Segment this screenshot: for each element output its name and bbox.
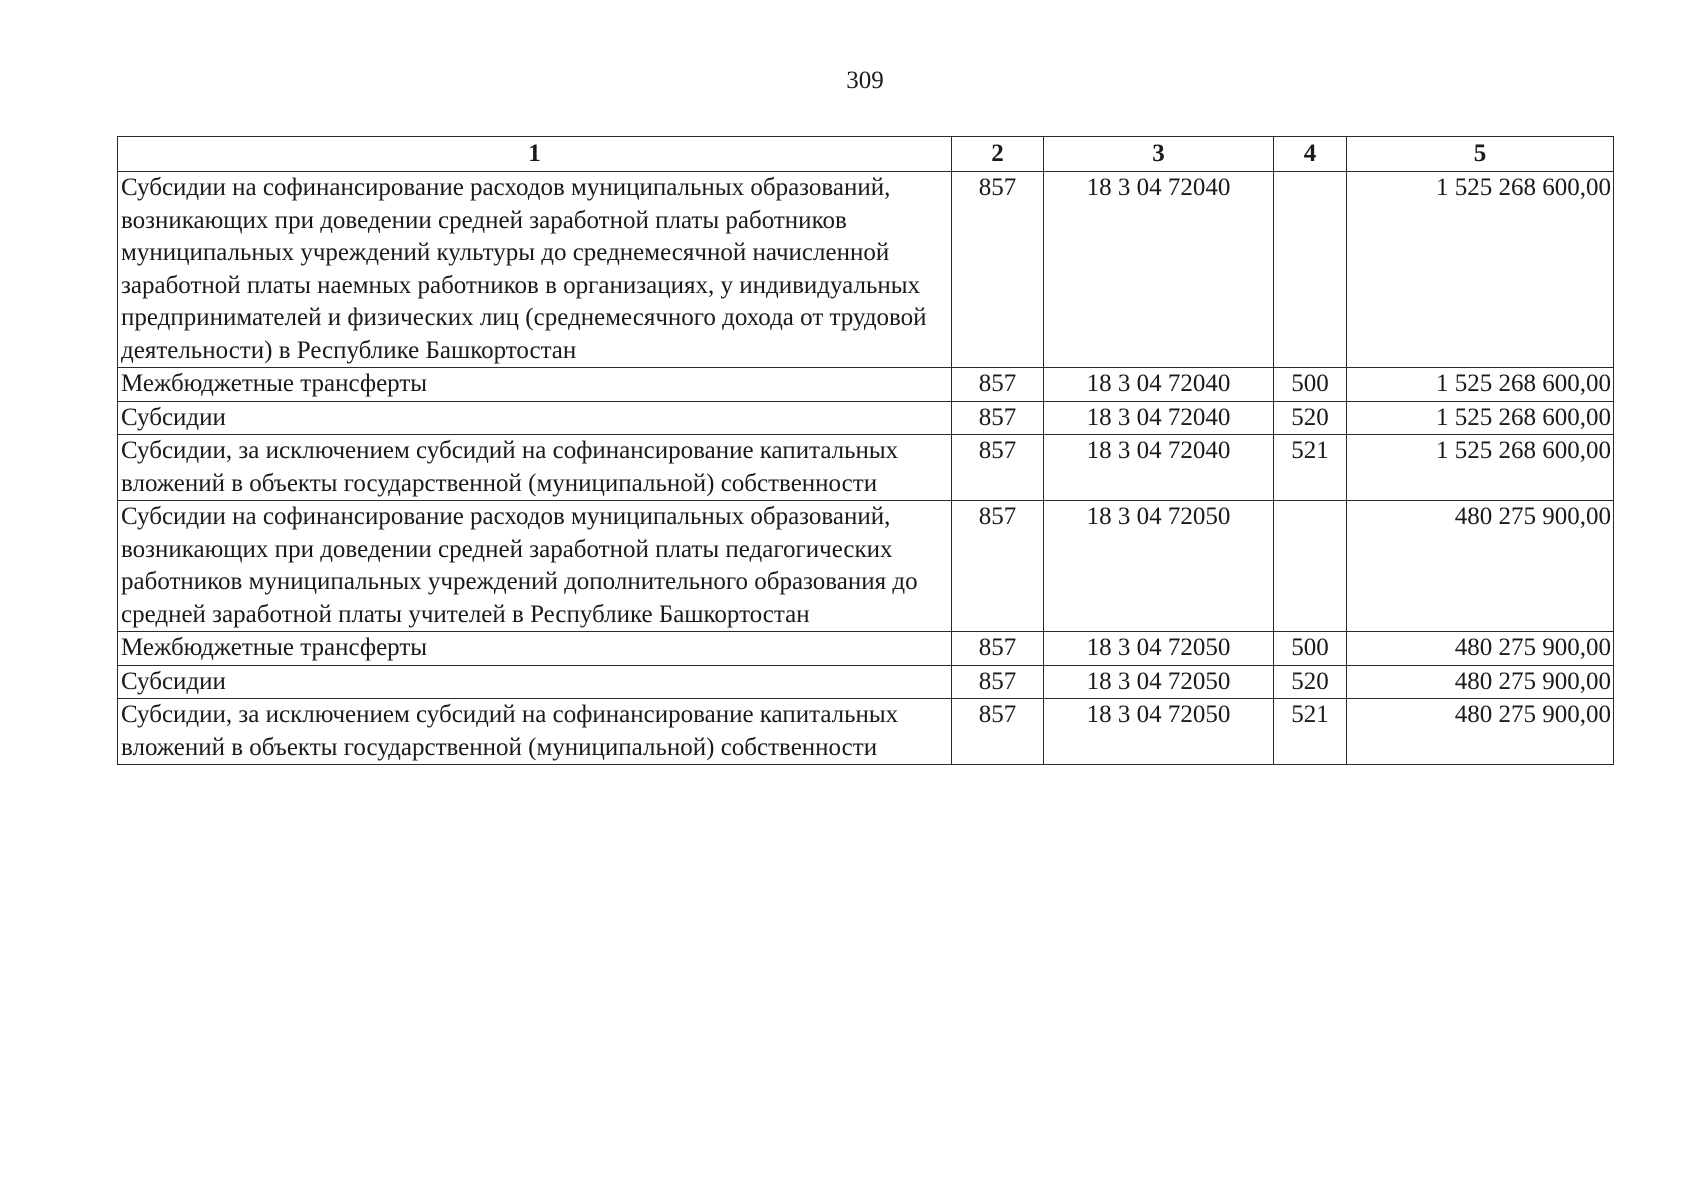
table-row (118, 665, 1614, 699)
table-row (118, 501, 1614, 632)
row-admin-code: 857 (952, 501, 1044, 632)
row-expense-kind (1274, 501, 1347, 632)
row-expense-kind: 520 (1274, 401, 1347, 435)
row-expense-kind: 521 (1274, 435, 1347, 501)
row-name: Субсидии (118, 665, 952, 699)
row-name: Межбюджетные трансферты (118, 632, 952, 666)
row-name: Субсидии на софинансирование расходов муниципальных образований, возникающих при доведении средней заработной платы педагогических работников муниципальных учреждений дополнительного образования до средней заработной платы учителей в Республике Башкортостан (118, 501, 952, 632)
row-target-code: 18 3 04 72050 (1044, 699, 1274, 765)
table-row (118, 172, 1614, 368)
row-target-code: 18 3 04 72050 (1044, 501, 1274, 632)
row-expense-kind: 500 (1274, 632, 1347, 666)
row-target-code: 18 3 04 72040 (1044, 401, 1274, 435)
column-header-3: 3 (1044, 137, 1274, 172)
row-expense-kind: 500 (1274, 368, 1347, 402)
row-amount: 480 275 900,00 (1347, 699, 1614, 765)
row-name: Субсидии, за исключением субсидий на софинансирование капитальных вложений в объекты государственной (муниципальной) собственности (118, 435, 952, 501)
column-header-4: 4 (1274, 137, 1347, 172)
row-expense-kind (1274, 172, 1347, 368)
row-name: Субсидии, за исключением субсидий на софинансирование капитальных вложений в объекты государственной (муниципальной) собственности (118, 699, 952, 765)
row-target-code: 18 3 04 72050 (1044, 632, 1274, 666)
budget-table (117, 136, 1614, 765)
row-admin-code: 857 (952, 665, 1044, 699)
row-amount: 1 525 268 600,00 (1347, 172, 1614, 368)
table-header (118, 137, 1614, 172)
row-target-code: 18 3 04 72040 (1044, 435, 1274, 501)
row-amount: 480 275 900,00 (1347, 501, 1614, 632)
row-target-code: 18 3 04 72050 (1044, 665, 1274, 699)
row-admin-code: 857 (952, 632, 1044, 666)
table-row (118, 435, 1614, 501)
table-row (118, 632, 1614, 666)
row-admin-code: 857 (952, 401, 1044, 435)
row-amount: 1 525 268 600,00 (1347, 435, 1614, 501)
row-amount: 480 275 900,00 (1347, 665, 1614, 699)
row-name: Субсидии (118, 401, 952, 435)
row-target-code: 18 3 04 72040 (1044, 368, 1274, 402)
row-admin-code: 857 (952, 435, 1044, 501)
row-admin-code: 857 (952, 368, 1044, 402)
table-row (118, 699, 1614, 765)
row-target-code: 18 3 04 72040 (1044, 172, 1274, 368)
row-amount: 1 525 268 600,00 (1347, 401, 1614, 435)
page-number: 309 (846, 67, 884, 94)
row-expense-kind: 521 (1274, 699, 1347, 765)
table-body (118, 172, 1614, 765)
row-admin-code: 857 (952, 172, 1044, 368)
row-amount: 1 525 268 600,00 (1347, 368, 1614, 402)
header-row (118, 137, 1614, 172)
row-expense-kind: 520 (1274, 665, 1347, 699)
table-row (118, 401, 1614, 435)
row-name: Межбюджетные трансферты (118, 368, 952, 402)
row-name: Субсидии на софинансирование расходов муниципальных образований, возникающих при доведении средней заработной платы работников муниципальных учреждений культуры до среднемесячной начисленной заработной платы наемных работников в организациях, у индивидуальных предпринимателей и физических лиц (среднемесячного дохода от трудовой деятельности) в Республике Башкортостан (118, 172, 952, 368)
table-row (118, 368, 1614, 402)
column-header-5: 5 (1347, 137, 1614, 172)
column-header-1: 1 (118, 137, 952, 172)
row-amount: 480 275 900,00 (1347, 632, 1614, 666)
column-header-2: 2 (952, 137, 1044, 172)
row-admin-code: 857 (952, 699, 1044, 765)
